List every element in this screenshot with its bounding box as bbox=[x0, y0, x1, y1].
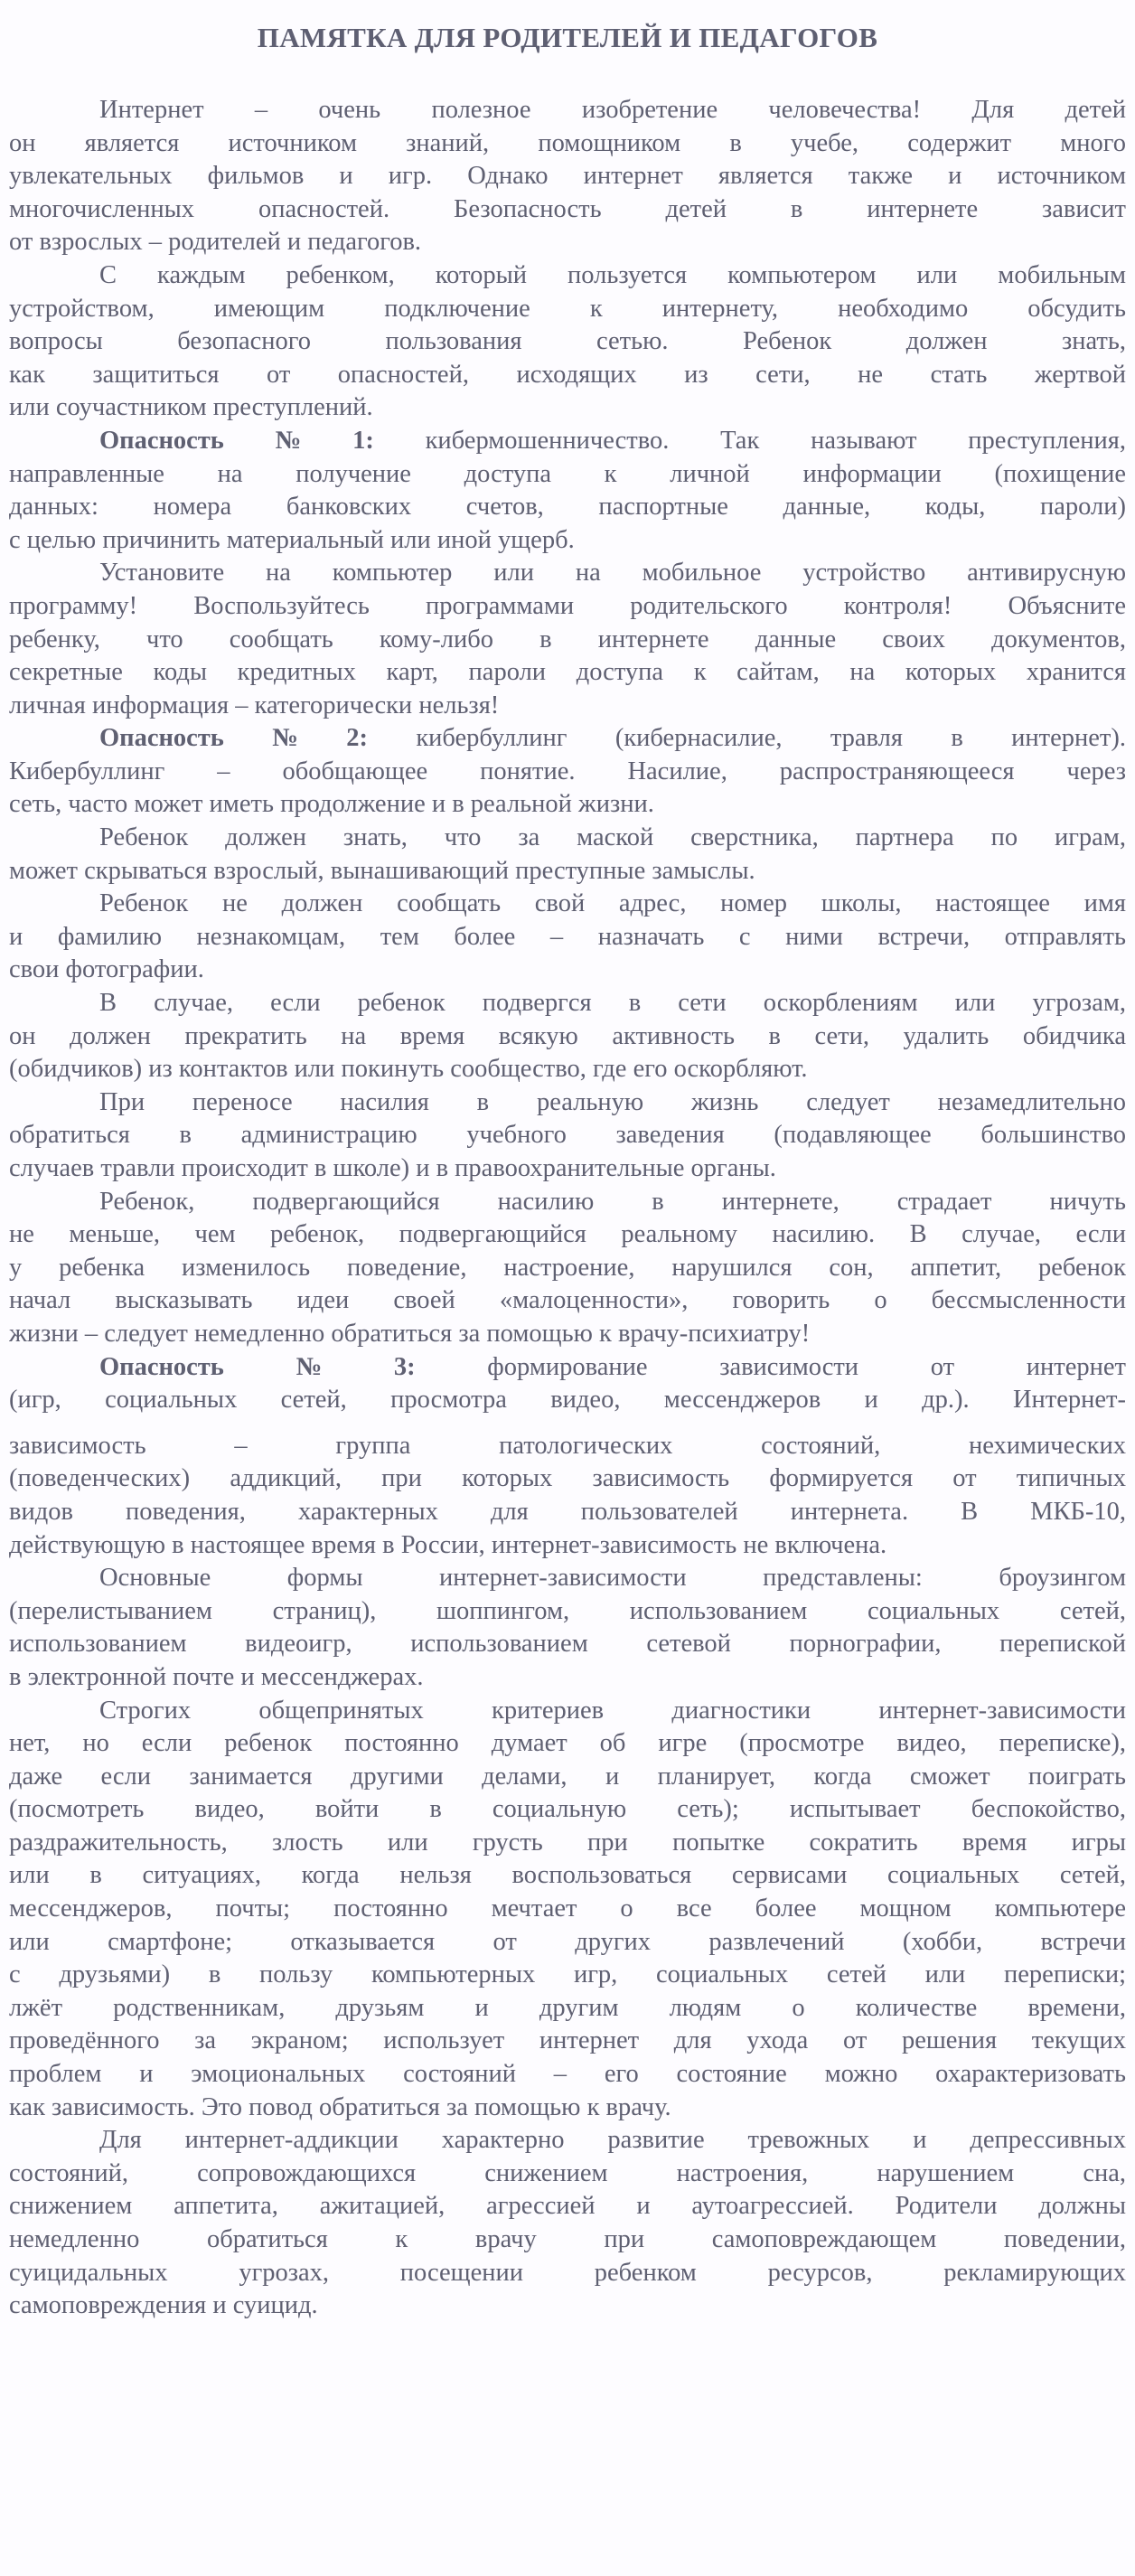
text-line: проблем и эмоциональных состояний – его состояние можно охарактеризовать bbox=[9, 2060, 1126, 2089]
text-line: (посмотреть видео, войти в социальную сеть); испытывает беспокойство, bbox=[9, 1795, 1126, 1824]
text-line: раздражительность, злость или грусть при попытке сократить время игры bbox=[9, 1828, 1126, 1857]
text-line: вопросы безопасного пользования сетью. Ребенок должен знать, bbox=[9, 327, 1126, 356]
word: интернет bbox=[1026, 1352, 1126, 1381]
danger-paragraph bbox=[9, 722, 1126, 822]
word: Так bbox=[720, 426, 760, 455]
text-line: Строгих общепринятых критериев диагностики интернет-зависимости bbox=[99, 1696, 1126, 1725]
text-line: жизни – следует немедленно обратиться за помощью к врачу-психиатру! bbox=[9, 1319, 811, 1348]
text-line: и фамилию незнакомцам, тем более – назначать с ними встречи, отправлять bbox=[9, 922, 1126, 951]
text-line: секретные коды кредитных карт, пароли доступа к сайтам, на которых хранится bbox=[9, 658, 1126, 687]
paragraph bbox=[9, 1086, 1126, 1186]
text-line: Ребенок должен знать, что за маской сверстника, партнера по играм, bbox=[99, 823, 1126, 852]
danger-heading-word: 3: bbox=[393, 1352, 416, 1381]
text-line: состояний, сопровождающихся снижением настроения, нарушением сна, bbox=[9, 2158, 1126, 2187]
text-line: он является источником знаний, помощником в учебе, содержит много bbox=[9, 128, 1126, 157]
text-line: ребенку, что сообщать кому-либо в интернете данные своих документов, bbox=[9, 625, 1126, 653]
word: называют bbox=[811, 426, 917, 455]
text-line: мессенджеров, почты; постоянно мечтает о все более мощном компьютере bbox=[9, 1894, 1126, 1923]
word: формирование bbox=[487, 1352, 648, 1381]
text-line: зависимость – группа патологических состояний, нехимических bbox=[9, 1431, 1126, 1460]
word: преступления, bbox=[968, 426, 1126, 455]
text-line: С каждым ребенком, который пользуется компьютером или мобильным bbox=[99, 260, 1126, 289]
text-line: снижением аппетита, ажитацией, агрессией и аутоагрессией. Родители должны bbox=[9, 2192, 1126, 2221]
danger-heading-word: 1: bbox=[352, 426, 374, 455]
text-line: В случае, если ребенок подвергся в сети оскорблениям или угрозам, bbox=[99, 989, 1126, 1018]
text-line: Установите на компьютер или на мобильное устройство антивирусную bbox=[99, 559, 1126, 588]
text-line: с друзьями) в пользу компьютерных игр, социальных сетей или переписки; bbox=[9, 1960, 1126, 1989]
danger-heading-word: Опасность bbox=[99, 1352, 224, 1381]
paragraph bbox=[9, 1186, 1126, 1351]
danger-heading-word: № bbox=[275, 426, 302, 455]
word: от bbox=[930, 1352, 955, 1381]
danger-heading-word: № bbox=[272, 724, 298, 753]
text-line: или в ситуациях, когда нельзя воспользоваться сервисами социальных сетей, bbox=[9, 1861, 1126, 1890]
text-line: лжёт родственникам, друзьям и другим людям о количестве времени, bbox=[9, 1993, 1126, 2022]
text-line: (перелистыванием страниц), шоппингом, использованием социальных сетей, bbox=[9, 1596, 1126, 1625]
text-line: Для интернет-аддикции характерно развитие тревожных и депрессивных bbox=[99, 2126, 1126, 2155]
danger-heading-word: Опасность bbox=[99, 724, 224, 753]
danger-paragraph bbox=[9, 1351, 1126, 1563]
text-line: Ребенок, подвергающийся насилию в интернете, страдает ничуть bbox=[99, 1187, 1126, 1216]
word: в bbox=[951, 724, 963, 753]
danger-heading-word: Опасность bbox=[99, 426, 224, 455]
word: кибербуллинг bbox=[416, 724, 568, 753]
text-line: у ребенка изменилось поведение, настроение, нарушился сон, аппетит, ребенок bbox=[9, 1253, 1126, 1282]
word: зависимости bbox=[719, 1352, 859, 1381]
text-line: многочисленных опасностей. Безопасность детей в интернете зависит bbox=[9, 194, 1126, 223]
text-line: случаев травли происходит в школе) и в правоохранительные органы. bbox=[9, 1154, 776, 1182]
text-line: Основные формы интернет-зависимости представлены: броузингом bbox=[99, 1564, 1126, 1593]
text-line: с целью причинить материальный или иной ущерб. bbox=[9, 525, 575, 554]
text-line: обратиться в администрацию учебного заведения (подавляющее большинство bbox=[9, 1121, 1126, 1150]
paragraph bbox=[9, 1562, 1126, 1694]
text-line: проведённого за экраном; использует интернет для ухода от решения текущих bbox=[9, 2026, 1126, 2055]
paragraph bbox=[9, 822, 1126, 888]
paragraph bbox=[9, 987, 1126, 1086]
text-line bbox=[9, 722, 1126, 756]
text-line: может скрываться взрослый, вынашивающий преступные замыслы. bbox=[9, 856, 755, 885]
text-line: (обидчиков) из контактов или покинуть сообщество, где его оскорбляют. bbox=[9, 1055, 808, 1084]
text-line: Ребенок не должен сообщать свой адрес, номер школы, настоящее имя bbox=[99, 889, 1126, 918]
text-line bbox=[9, 425, 1126, 458]
paragraph bbox=[9, 2124, 1126, 2323]
text-line: увлекательных фильмов и игр. Однако интернет является также и источником bbox=[9, 162, 1126, 191]
page-title: ПАМЯТКА ДЛЯ РОДИТЕЛЕЙ И ПЕДАГОГОВ bbox=[257, 22, 878, 53]
text-line: как зависимость. Это повод обратиться за помощью к врачу. bbox=[9, 2092, 671, 2121]
text-line: программу! Воспользуйтесь программами родительского контроля! Объясните bbox=[9, 591, 1126, 620]
text-line: в электронной почте и мессенджерах. bbox=[9, 1662, 424, 1691]
text-line: Интернет – очень полезное изобретение человечества! Для детей bbox=[99, 96, 1126, 124]
text-line: свои фотографии. bbox=[9, 955, 204, 984]
text-line: или соучастником преступлений. bbox=[9, 393, 373, 422]
text-line: (поведенческих) аддикций, при которых зависимость формируется от типичных bbox=[9, 1464, 1126, 1493]
text-line: видов поведения, характерных для пользователей интернета. В МКБ-10, bbox=[9, 1497, 1126, 1526]
word: (кибернасилие, bbox=[614, 724, 783, 753]
text-line: самоповреждения и суицид. bbox=[9, 2291, 318, 2320]
text-line: использованием видеоигр, использованием сетевой порнографии, перепиской bbox=[9, 1630, 1126, 1659]
text-line: как защититься от опасностей, исходящих из сети, не стать жертвой bbox=[9, 360, 1126, 389]
paragraph bbox=[9, 259, 1126, 425]
text-line: (игр, социальных сетей, просмотра видео, мессенджеров и др.). Интернет- bbox=[9, 1386, 1126, 1415]
word: кибермошенничество. bbox=[425, 426, 670, 455]
paragraph bbox=[9, 557, 1126, 722]
danger-paragraph bbox=[9, 425, 1126, 557]
text-line: Кибербуллинг – обобщающее понятие. Насилие, распространяющееся через bbox=[9, 757, 1126, 785]
text-line: нет, но если ребенок постоянно думает об игре (просмотре видео, переписке), bbox=[9, 1729, 1126, 1758]
text-line: начал высказывать идеи своей «малоценности», говорить о бессмысленности bbox=[9, 1286, 1126, 1315]
word: интернет). bbox=[1011, 724, 1126, 753]
text-line: не меньше, чем ребенок, подвергающийся реальному насилию. В случае, если bbox=[9, 1220, 1126, 1249]
document-body bbox=[9, 94, 1126, 2323]
paragraph bbox=[9, 94, 1126, 259]
text-line: от взрослых – родителей и педагогов. bbox=[9, 228, 422, 257]
text-line: даже если занимается другими делами, и планирует, когда сможет поиграть bbox=[9, 1762, 1126, 1791]
text-line: он должен прекратить на время всякую активность в сети, удалить обидчика bbox=[9, 1021, 1126, 1050]
text-line: сеть, часто может иметь продолжение и в реальной жизни. bbox=[9, 790, 654, 819]
text-line: суицидальных угрозах, посещении ребенком ресурсов, рекламирующих bbox=[9, 2258, 1126, 2287]
danger-heading-word: 2: bbox=[346, 724, 368, 753]
word: травля bbox=[830, 724, 903, 753]
text-line: действующую в настоящее время в России, интернет-зависимость не включена. bbox=[9, 1530, 887, 1559]
paragraph bbox=[9, 1695, 1126, 2125]
text-line: личная информация – категорически нельзя! bbox=[9, 691, 500, 719]
text-line: При переносе насилия в реальную жизнь следует незамедлительно bbox=[99, 1087, 1126, 1116]
danger-heading-word: № bbox=[295, 1352, 323, 1381]
text-line: или смартфоне; отказывается от других развлечений (хобби, встречи bbox=[9, 1927, 1126, 1956]
text-line: устройством, имеющим подключение к интернету, необходимо обсудить bbox=[9, 294, 1126, 323]
text-line: направленные на получение доступа к личной информации (похищение bbox=[9, 459, 1126, 488]
text-line bbox=[9, 1351, 1126, 1385]
paragraph bbox=[9, 888, 1126, 987]
text-line: немедленно обратиться к врачу при самоповреждающем поведении, bbox=[9, 2225, 1126, 2253]
text-line: данных: номера банковских счетов, паспортные данные, коды, пароли) bbox=[9, 493, 1126, 522]
